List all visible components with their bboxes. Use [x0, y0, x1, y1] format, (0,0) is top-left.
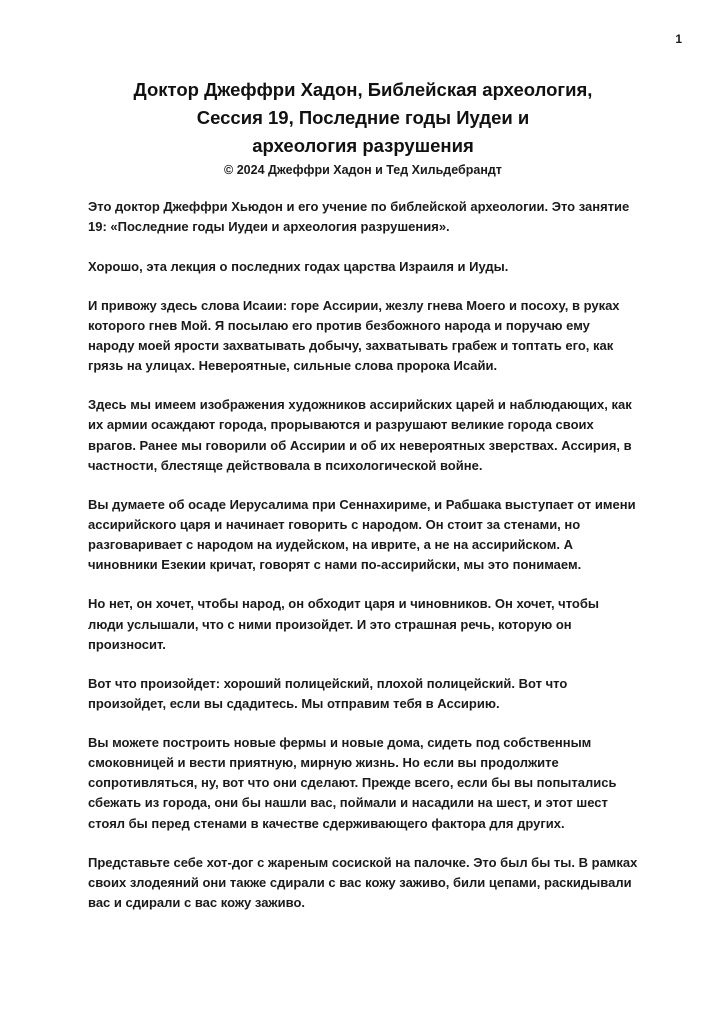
- paragraph: Здесь мы имеем изображения художников ассирийских царей и наблюдающих, как их армии осаждают города, прорываются и разрушают великие города своих врагов. Ранее мы говорили об Ассирии и об их невероятных зверствах. Ассирия, в частности, блестяще действовала в психологической войне.: [88, 397, 632, 473]
- paragraph: И привожу здесь слова Исаии: горе Ассирии, жезлу гнева Моего и посоху, в руках которого гнев Мой. Я посылаю его против безбожного народа и поручаю ему народу моей ярости захватывать добычу, захватывать грабеж и топтать его, как грязь на улицах. Невероятные, сильные слова пророка Исайи.: [88, 297, 620, 374]
- document-title-line-1: Доктор Джеффри Хадон, Библейская археология,: [133, 79, 593, 100]
- paragraph: Вы думаете об осаде Иерусалима при Сеннахириме, и Рабшака выступает от имени ассирийского царя и начинает говорить с народом. Он стоит за стенами, но разговаривает с народом на иудейском, на иврите, а не на ассирийском. А чиновники Езекии кричат, говорят с нами по-ассирийски, мы это понимаем.: [88, 496, 636, 573]
- paragraph: Это доктор Джеффри Хьюдон и его учение по библейской археологии. Это занятие 19: «Последние годы Иудеи и археология разрушения».: [88, 199, 630, 235]
- paragraph: Вы можете построить новые фермы и новые дома, сидеть под собственным смоковницей и вести приятную, мирную жизнь. Но если вы продолжите сопротивляться, ну, вот что они сделают. Прежде всего, если бы вы попытались сбежать из города, они бы нашли вас, поймали и насадили на шест, и этот шест стоял бы перед стенами в качестве сдерживающего фактора для других.: [88, 735, 617, 831]
- document-body: [88, 197, 638, 913]
- paragraph: Представьте себе хот-дог с жареным сосиской на палочке. Это был бы ты. В рамках своих злодеяний они также сдирали с вас кожу заживо, били цепами, раскидывали вас и сдирали с вас кожу заживо.: [88, 854, 638, 911]
- paragraph: Вот что произойдет: хороший полицейский, плохой полицейский. Вот что произойдет, если вы сдадитесь. Мы отправим тебя в Ассирию.: [88, 675, 568, 711]
- page-number: 1: [675, 32, 682, 46]
- document-title: [88, 76, 638, 159]
- paragraph: Хорошо, эта лекция о последних годах царства Израиля и Иуды.: [88, 258, 509, 274]
- copyright-line: © 2024 Джеффри Хадон и Тед Хильдебрандт: [224, 163, 502, 178]
- document-title-line-2: Сессия 19, Последние годы Иудеи и: [196, 106, 530, 128]
- document-title-line-3: археология разрушения: [252, 134, 474, 156]
- paragraph: Но нет, он хочет, чтобы народ, он обходит царя и чиновников. Он хочет, чтобы люди услышали, что с ними произойдет. И это страшная речь, которую он произносит.: [88, 596, 599, 652]
